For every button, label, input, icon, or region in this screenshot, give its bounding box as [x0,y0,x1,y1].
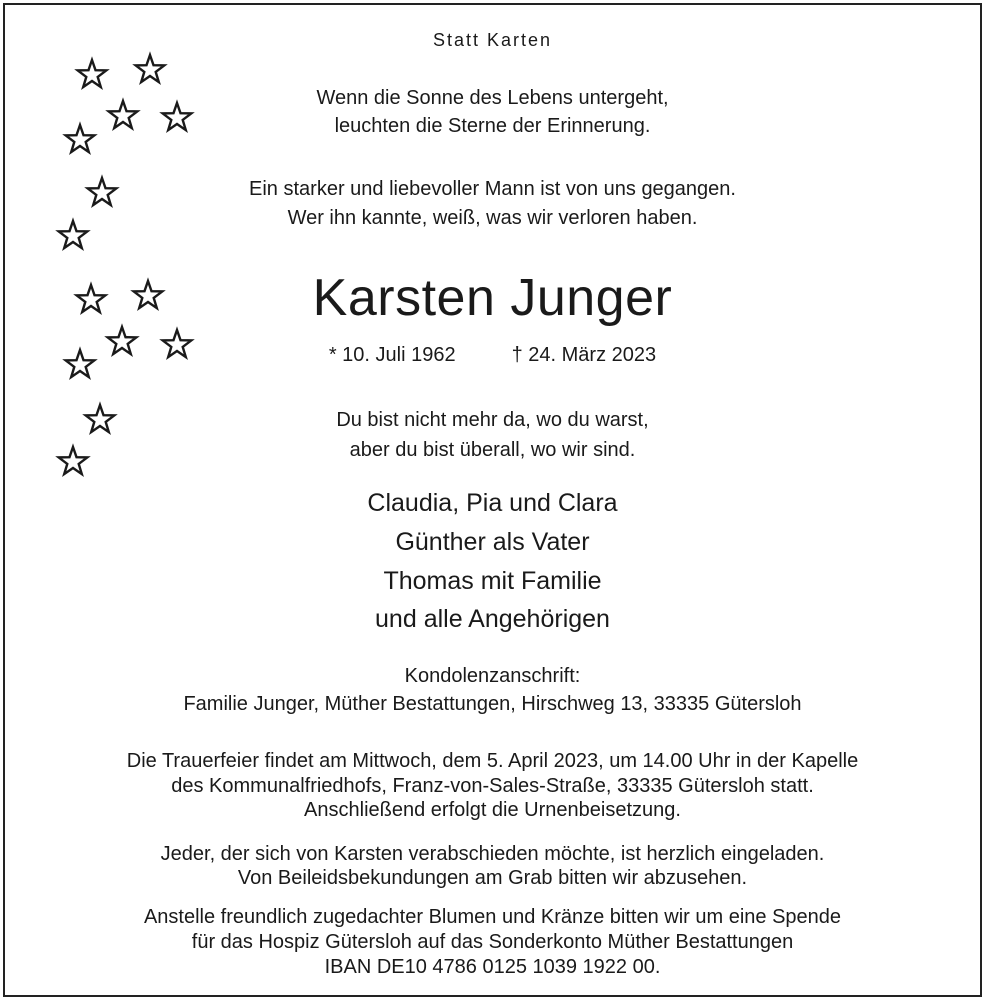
funeral-info-line: Die Trauerfeier findet am Mittwoch, dem 5. April 2023, um 14.00 Uhr in der Kapelle [126,750,859,772]
iban-line: IBAN DE10 4786 0125 1039 1922 00. [324,956,661,978]
death-date: † 24. März 2023 [511,344,657,366]
funeral-info-line: Anschließend erfolgt die Urnenbeisetzung. [304,799,681,821]
poem-line: Du bist nicht mehr da, wo du warst, [336,409,649,431]
funeral-info-line: des Kommunalfriedhofs, Franz-von-Sales-Straße, 33335 Gütersloh statt. [171,775,814,797]
poem-line: Wenn die Sonne des Lebens untergeht, [316,87,669,109]
invitation-line: Von Beileidsbekundungen am Grab bitten wir abzusehen. [237,867,748,889]
life-dates [0,343,985,367]
statt-karten-heading: Statt Karten [432,30,553,50]
condolence-address: Familie Junger, Müther Bestattungen, Hirschweg 13, 33335 Gütersloh [183,693,802,715]
condolence-label: Kondolenzanschrift: [404,665,581,687]
mourner-line: und alle Angehörigen [375,605,610,633]
deceased-name: Karsten Junger [312,269,673,327]
tribute-line: Wer ihn kannte, weiß, was wir verloren haben. [287,207,698,229]
mourner-line: Günther als Vater [395,528,590,556]
mourner-line: Thomas mit Familie [383,567,602,595]
invitation-line: Jeder, der sich von Karsten verabschieden möchte, ist herzlich eingeladen. [160,843,825,865]
birth-date: * 10. Juli 1962 [328,344,456,366]
star-icon [136,55,165,82]
donation-line: Anstelle freundlich zugedachter Blumen und Kränze bitten wir um eine Spende [143,906,842,928]
poem-line: leuchten die Sterne der Erinnerung. [334,115,651,137]
poem-line: aber du bist überall, wo wir sind. [349,439,636,461]
star-icon [78,60,107,87]
tribute-line: Ein starker und liebevoller Mann ist von uns gegangen. [249,178,736,200]
donation-line: für das Hospiz Gütersloh auf das Sonderkonto Müther Bestattungen [191,931,794,953]
mourner-line: Claudia, Pia und Clara [367,489,618,517]
